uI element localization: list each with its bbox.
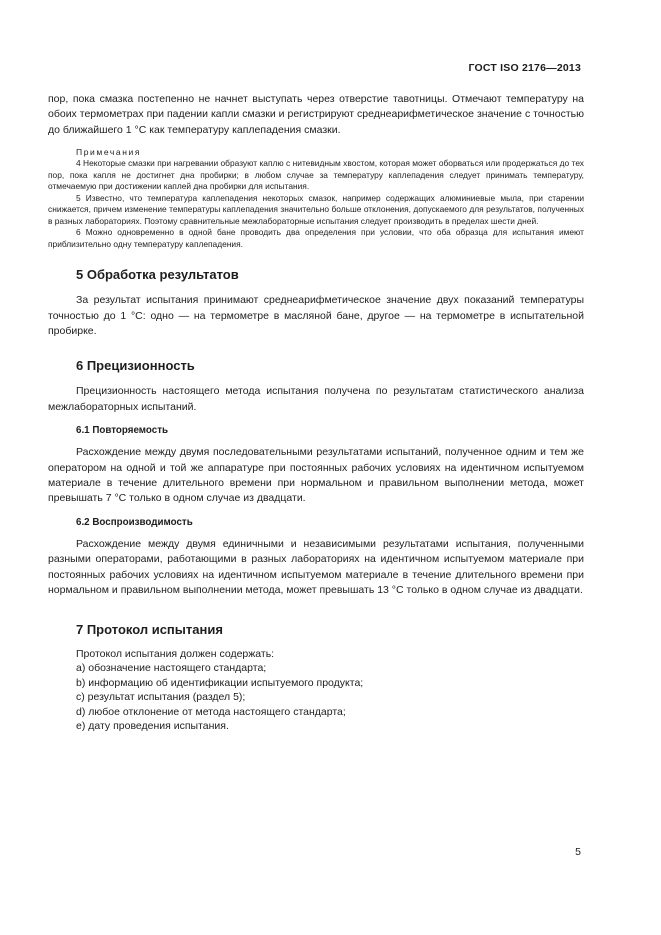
list-item: b) информацию об идентификации испытуемого продукта; xyxy=(76,676,364,689)
section-7-title: 7 Протокол испытания xyxy=(76,621,223,637)
section-6-2-title: 6.2 Воспроизводимость xyxy=(76,516,193,528)
section-5-text: За результат испытания принимают среднеарифметическое значение двух показаний температуры точностью до 1 °С: одно — на термометре в масляной бане, другое — на термометре в испытательной пробирке. xyxy=(48,294,584,338)
notes-heading: Примечания xyxy=(76,147,142,158)
protocol-list xyxy=(48,647,584,735)
page-number: 5 xyxy=(575,846,581,858)
section-6-text: Прецизионность настоящего метода испытания получена по результатам статистического анализа межлабораторных испытаний. xyxy=(48,385,584,413)
list-item: e) дату проведения испытания. xyxy=(76,720,229,733)
standard-header: ГОСТ ISO 2176—2013 xyxy=(468,62,581,74)
list-item: c) результат испытания (раздел 5); xyxy=(76,691,246,704)
page-content xyxy=(48,92,584,734)
section-6-2-text: Расхождение между двумя единичными и независимыми результатами испытания, полученными разными операторами, работающими в разных лабораториях на идентичном испытуемом материале при постоянных рабочих условиях на идентичном испытуемом материале в течение длительного времени при нормальном и правильном выполнении метода, может превышать 13 °С только в одном случае из двадцати. xyxy=(48,537,584,597)
protocol-lead: Протокол испытания должен содержать: xyxy=(76,647,275,660)
list-item: d) любое отклонение от метода настоящего стандарта; xyxy=(76,705,346,718)
section-6-1-title: 6.1 Повторяемость xyxy=(76,425,169,437)
note-5: 5 Известно, что температура каплепадения некоторых смазок, например содержащих алюминиевые мыла, при старении снижается, причем изменение температуры каплепадения значительно больше отклонения, допускаемого для результатов, полученных в разных лабораториях. Поэтому сравнительные межлабораторные испытания следует производить в пределах шести дней. xyxy=(48,192,584,226)
section-6-title: 6 Прецизионность xyxy=(76,358,195,374)
list-item: a) обозначение настоящего стандарта; xyxy=(76,662,267,675)
note-6: 6 Можно одновременно в одной бане проводить два определения при условии, что оба образца для испытания имеют приблизительно одну температуру каплепадения. xyxy=(48,227,584,249)
note-4: 4 Некоторые смазки при нагревании образуют каплю с нитевидным хвостом, которая может оборваться или продержаться до тех пор, пока капля не достигнет дна пробирки; в любом случае за температуру каплепадения следует принимать температуру, отмечаемую при достижении каплей дна пробирки для испытания. xyxy=(48,158,584,192)
intro-paragraph: пор, пока смазка постепенно не начнет выступать через отверстие тавотницы. Отмечают температуру на обоих термометрах при падении капли смазки и регистрируют среднеарифметическое значение с точностью до ближайшего 1 °С как температуру каплепадения смазки. xyxy=(48,93,584,136)
section-5-title: 5 Обработка результатов xyxy=(76,267,239,283)
section-6-1-text: Расхождение между двумя последовательными результатами испытаний, полученное одним и тем же оператором на одной и той же аппаратуре при постоянных рабочих условиях на идентичном испытуемом материале в течение длительного времени при нормальном и правильном выполнении метода, может превышать 7 °С только в одном случае из двадцати. xyxy=(48,446,584,505)
